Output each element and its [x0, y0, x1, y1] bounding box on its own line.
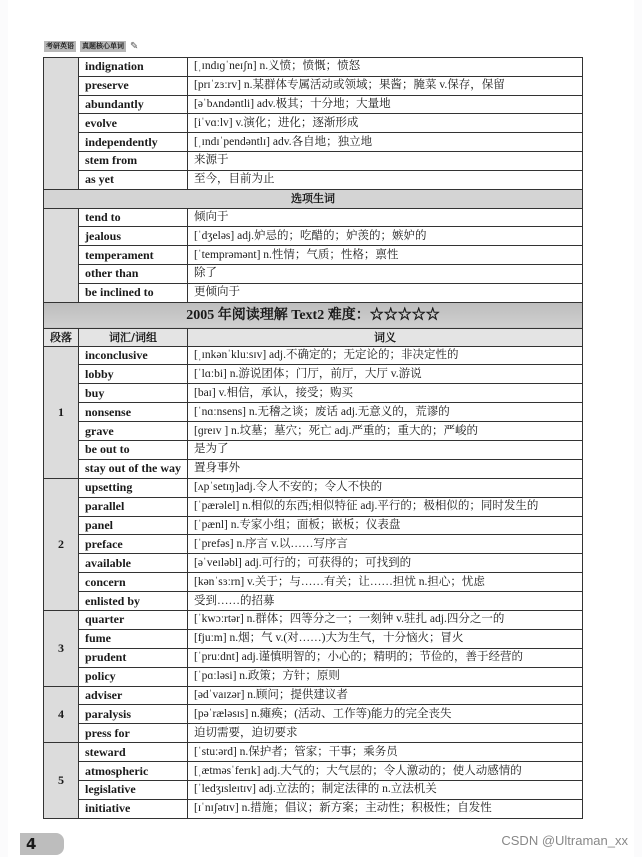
table-row — [44, 264, 583, 283]
meaning-cell: [ˌɪnkənˈkluːsɪv] adj.不确定的；无定论的；非决定性的 — [188, 346, 583, 365]
table-row — [44, 516, 583, 535]
word-cell: evolve — [79, 114, 188, 133]
table-row — [44, 705, 583, 724]
meaning-cell: [ˈkwɔːrtər] n.群体；四等分之一；一刻钟 v.驻扎 adj.四分之一的 — [188, 611, 583, 630]
meaning-cell: [baɪ] v.相信，承认，接受；购买 — [188, 384, 583, 403]
word-cell: enlisted by — [79, 592, 188, 611]
meaning-cell: [əˈbʌndəntli] adv.极其；十分地；大量地 — [188, 95, 583, 114]
table-row — [44, 592, 583, 611]
word-cell: independently — [79, 133, 188, 152]
section-title: 选项生词 — [44, 189, 583, 208]
table-row — [44, 283, 583, 302]
table-row — [44, 667, 583, 686]
meaning-cell: [ədˈvaɪzər] n.顾问；提供建议者 — [188, 686, 583, 705]
meaning-cell: [iˈvɑːlv] v.演化；进化；逐渐形成 — [188, 114, 583, 133]
table-row — [44, 686, 583, 705]
table-row — [44, 170, 583, 189]
section-label: 真题核心单词 — [82, 41, 124, 50]
paragraph-number: 3 — [44, 611, 79, 687]
table-row — [44, 422, 583, 441]
meaning-cell: [ˈdʒeləs] adj.妒忌的；吃醋的；妒羡的；嫉妒的 — [188, 227, 583, 246]
text2-title: 2005 年阅读理解 Text2 难度：☆☆☆☆☆ — [44, 302, 583, 328]
table-row — [44, 781, 583, 800]
watermark: CSDN @Ultraman_xx — [501, 833, 628, 848]
pen-icon: ✎ — [130, 40, 139, 52]
meaning-cell: [ʌpˈsetɪŋ]adj.令人不安的；令人不快的 — [188, 478, 583, 497]
table-row — [44, 403, 583, 422]
meaning-cell: 置身事外 — [188, 459, 583, 478]
word-cell: parallel — [79, 497, 188, 516]
word-cell: lobby — [79, 365, 188, 384]
table-row — [44, 535, 583, 554]
text2-title-row — [44, 302, 583, 328]
word-cell: preserve — [79, 76, 188, 95]
table-row — [44, 151, 583, 170]
meaning-cell: [ˈtemprəmənt] n.性情；气质；性格；禀性 — [188, 246, 583, 265]
table-row — [44, 76, 583, 95]
meaning-cell: [ˈledʒɪsleɪtɪv] adj.立法的；制定法律的 n.立法机关 — [188, 781, 583, 800]
column-header-paragraph: 段落 — [44, 328, 79, 346]
table-row — [44, 58, 583, 77]
word-cell: other than — [79, 264, 188, 283]
word-cell: as yet — [79, 170, 188, 189]
meaning-cell: 除了 — [188, 264, 583, 283]
table-row — [44, 346, 583, 365]
column-header-row — [44, 328, 583, 346]
word-cell: jealous — [79, 227, 188, 246]
word-cell: preface — [79, 535, 188, 554]
word-cell: steward — [79, 743, 188, 762]
word-cell: atmospheric — [79, 762, 188, 781]
meaning-cell: 受到……的招募 — [188, 592, 583, 611]
meaning-cell: [ɪˈnɪʃətɪv] n.措施；倡议；新方案；主动性；积极性；自发性 — [188, 799, 583, 818]
meaning-cell: [ˈpænl] n.专家小组；面板；嵌板；仪表盘 — [188, 516, 583, 535]
word-cell: stay out of the way — [79, 459, 188, 478]
word-cell: buy — [79, 384, 188, 403]
book-label: 考研英语 — [46, 41, 74, 50]
meaning-cell: [ˈpɑːləsi] n.政策；方针；原则 — [188, 667, 583, 686]
running-header — [44, 40, 138, 52]
word-cell: stem from — [79, 151, 188, 170]
table-row — [44, 208, 583, 227]
column-header-word: 词汇/词组 — [79, 328, 188, 346]
word-cell: quarter — [79, 611, 188, 630]
word-cell: inconclusive — [79, 346, 188, 365]
word-cell: nonsense — [79, 403, 188, 422]
table-row — [44, 629, 583, 648]
word-cell: upsetting — [79, 478, 188, 497]
meaning-cell: 至今，目前为止 — [188, 170, 583, 189]
meaning-cell: 来源于 — [188, 151, 583, 170]
table-row — [44, 478, 583, 497]
column-header-meaning: 词义 — [188, 328, 583, 346]
table-row — [44, 573, 583, 592]
meaning-cell: [ˌætməsˈferɪk] adj.大气的；大气层的；令人激动的；使人动感情的 — [188, 762, 583, 781]
table-row — [44, 365, 583, 384]
word-cell: grave — [79, 422, 188, 441]
word-cell: panel — [79, 516, 188, 535]
meaning-cell: [fjuːm] n.烟；气 v.(对……)大为生气，十分恼火；冒火 — [188, 629, 583, 648]
page-number: 4 — [20, 833, 64, 855]
meaning-cell: [kənˈsɜːrn] v.关于；与……有关；让……担忧 n.担心；忧虑 — [188, 573, 583, 592]
table-row — [44, 611, 583, 630]
meaning-cell: [prɪˈzɜːrv] n.某群体专属活动或领域；果酱；腌菜 v.保存，保留 — [188, 76, 583, 95]
meaning-cell: [ˈpruːdnt] adj.谨慎明智的；小心的；精明的；节俭的，善于经营的 — [188, 648, 583, 667]
word-cell: legislative — [79, 781, 188, 800]
options-section-header — [44, 189, 583, 208]
meaning-cell: [ˌɪndɪˈpendəntlɪ] adv.各自地；独立地 — [188, 133, 583, 152]
table-row — [44, 554, 583, 573]
table-row — [44, 246, 583, 265]
meaning-cell: 是为了 — [188, 441, 583, 460]
word-cell: initiative — [79, 799, 188, 818]
paragraph-number: 2 — [44, 478, 79, 610]
meaning-cell: 更倾向于 — [188, 283, 583, 302]
table-row — [44, 441, 583, 460]
word-cell: temperament — [79, 246, 188, 265]
table-row — [44, 384, 583, 403]
vocab-table — [43, 57, 583, 819]
word-cell: available — [79, 554, 188, 573]
word-cell: be inclined to — [79, 283, 188, 302]
meaning-cell: [ˈpærəlel] n.相似的东西;相似特征 adj.平行的；极相似的；同时发生的 — [188, 497, 583, 516]
meaning-cell: [əˈveɪləbl] adj.可行的；可获得的；可找到的 — [188, 554, 583, 573]
paragraph-number: 1 — [44, 346, 79, 478]
table-row — [44, 459, 583, 478]
meaning-cell: [ˌɪndɪɡˈneɪʃn] n.义愤；愤慨；愤怒 — [188, 58, 583, 77]
word-cell: tend to — [79, 208, 188, 227]
meaning-cell: [ˈnɑːnsens] n.无稽之谈；废话 adj.无意义的，荒谬的 — [188, 403, 583, 422]
meaning-cell: [ˈstuːərd] n.保护者；管家；干事；乘务员 — [188, 743, 583, 762]
word-cell: press for — [79, 724, 188, 743]
word-cell: abundantly — [79, 95, 188, 114]
table-row — [44, 497, 583, 516]
table-row — [44, 743, 583, 762]
meaning-cell: 迫切需要，迫切要求 — [188, 724, 583, 743]
table-row — [44, 648, 583, 667]
word-cell: fume — [79, 629, 188, 648]
word-cell: adviser — [79, 686, 188, 705]
paragraph-number: 5 — [44, 743, 79, 819]
meaning-cell: [pəˈræləsɪs] n.瘫痪；(活动、工作等)能力的完全丧失 — [188, 705, 583, 724]
table-row — [44, 724, 583, 743]
table-row — [44, 762, 583, 781]
word-cell: policy — [79, 667, 188, 686]
word-cell: prudent — [79, 648, 188, 667]
meaning-cell: [ɡreɪv ] n.坟墓；墓穴；死亡 adj.严重的；重大的；严峻的 — [188, 422, 583, 441]
word-cell: paralysis — [79, 705, 188, 724]
table-row — [44, 133, 583, 152]
table-row — [44, 114, 583, 133]
meaning-cell: 倾向于 — [188, 208, 583, 227]
paragraph-number: 4 — [44, 686, 79, 743]
table-row — [44, 799, 583, 818]
word-cell: concern — [79, 573, 188, 592]
word-cell: indignation — [79, 58, 188, 77]
table-row — [44, 95, 583, 114]
meaning-cell: [ˈprefəs] n.序言 v.以……写序言 — [188, 535, 583, 554]
table-row — [44, 227, 583, 246]
meaning-cell: [ˈlɑːbi] n.游说团体；门厅，前厅，大厅 v.游说 — [188, 365, 583, 384]
paragraph-cell — [44, 58, 79, 190]
word-cell: be out to — [79, 441, 188, 460]
paragraph-cell — [44, 208, 79, 302]
